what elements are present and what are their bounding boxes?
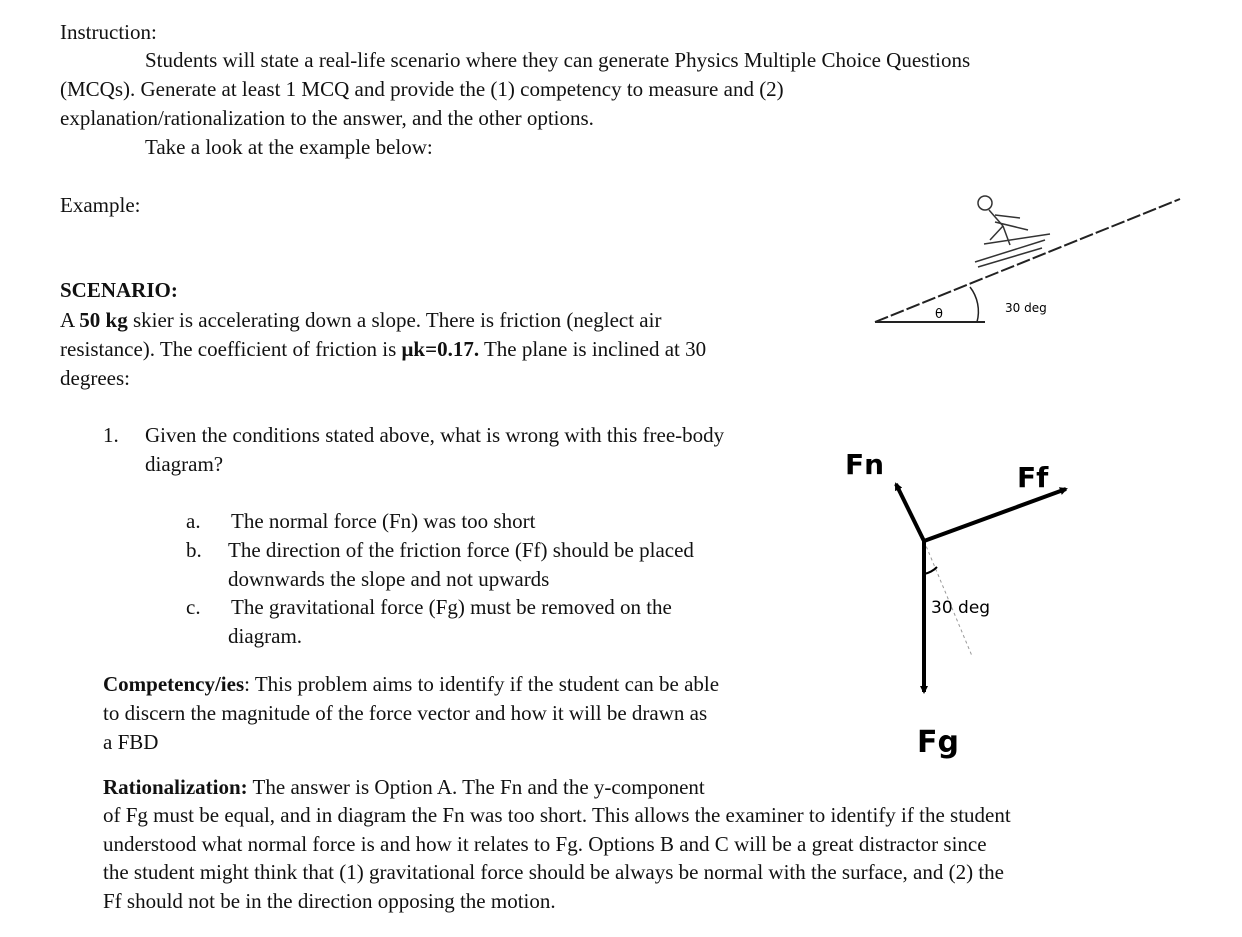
instruction-line-4: Take a look at the example below: [145,135,433,159]
fbd-angle-label: 30 deg [931,598,991,618]
question-line-1: Given the conditions stated above, what is wrong with this free-body [145,423,725,447]
scenario-line-3: degrees: [60,366,130,390]
fg-label: Fg [917,725,959,760]
instruction-line-1: Students will state a real-life scenario where they can generate Physics Multiple Choice Questions [145,48,971,72]
option-b-text-2: downwards the slope and not upwards [228,567,550,591]
free-body-diagram [845,448,1066,760]
option-a-letter: a. [186,509,201,533]
ff-label: Ff [1017,461,1049,494]
theta-symbol: θ [935,307,943,322]
option-c-text-1: The gravitational force (Fg) must be removed on the [231,595,672,619]
example-heading: Example: [60,193,141,217]
instruction-line-3: explanation/rationalization to the answer, and the other options. [60,106,594,130]
option-c-letter: c. [186,595,201,619]
competency-line-3: a FBD [103,730,159,754]
scenario-line-2: resistance). The coefficient of friction is μk=0.17. The plane is inclined at 30 [60,337,707,361]
competency-line-2: to discern the magnitude of the force vector and how it will be drawn as [103,701,708,725]
rationalization-line-2: of Fg must be equal, and in diagram the Fn was too short. This allows the examiner to identify if the student [103,803,1011,827]
scenario-heading: SCENARIO: [60,278,178,302]
rationalization-line-3: understood what normal force is and how it relates to Fg. Options B and C will be a great distractor since [103,832,987,856]
option-a-text: The normal force (Fn) was too short [231,509,536,533]
instruction-line-2: (MCQs). Generate at least 1 MCQ and provide the (1) competency to measure and (2) [60,77,784,101]
fn-arrow [896,484,924,541]
option-b-letter: b. [186,538,202,562]
slope-angle-arc [970,287,978,322]
question-line-2: diagram? [145,452,224,476]
slope-angle-label: 30 deg [1005,301,1047,315]
rationalization-line-5: Ff should not be in the direction opposing the motion. [103,889,556,913]
rationalization-line-4: the student might think that (1) gravitational force should be always be normal with the surface, and (2) the [103,860,1004,884]
rationalization-line-1: Rationalization: The answer is Option A. The Fn and the y-component [103,775,705,799]
scenario-line-1: A 50 kg skier is accelerating down a slope. There is friction (neglect air [60,308,662,332]
ff-arrow [924,489,1066,541]
fn-label: Fn [845,448,885,481]
option-c-text-2: diagram. [228,624,303,648]
competency-line-1: Competency/ies: This problem aims to identify if the student can be able [103,672,720,696]
instruction-heading: Instruction: [60,20,157,44]
option-b-text-1: The direction of the friction force (Ff) should be placed [228,538,694,562]
question-number: 1. [103,423,119,447]
slope-figure [875,196,1180,322]
